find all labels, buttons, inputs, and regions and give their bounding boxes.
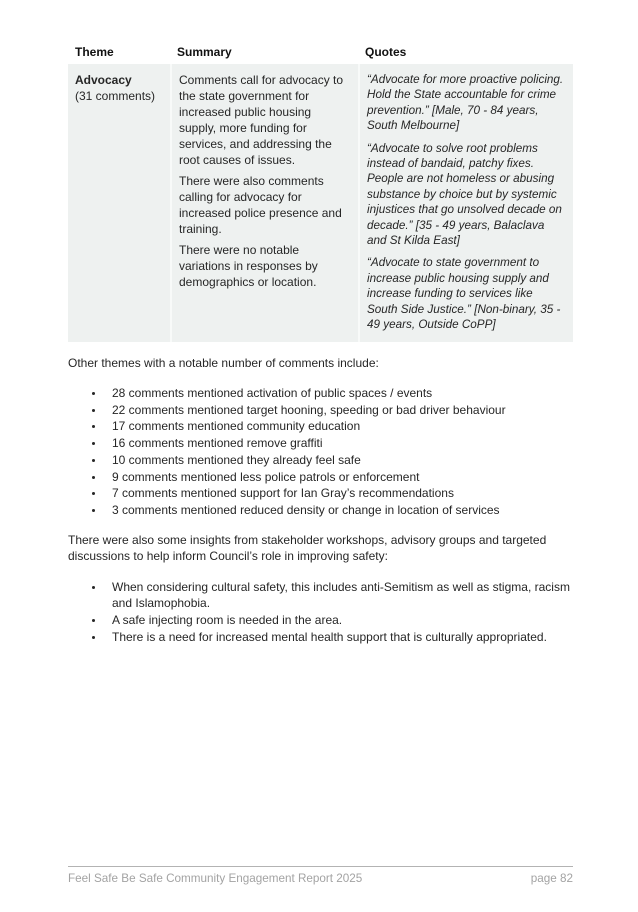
list-item: • 17 comments mentioned community education — [105, 418, 573, 435]
table-row-advocacy — [68, 64, 573, 342]
quote: “Advocate to solve root problems instead of bandaid, patchy fixes. People are not homeless or abusing substance by choice but by systemic injustices that go unsolved decade on decade.” [35 - 49 years, Balaclava and St Kilda East] — [367, 141, 562, 248]
list-item: • 7 comments mentioned support for Ian Gray’s recommendations — [105, 485, 573, 502]
list-item: • A safe injecting room is needed in the area. — [105, 612, 573, 629]
other-themes-list — [68, 385, 573, 519]
list-item: • 9 comments mentioned less police patrols or enforcement — [105, 469, 573, 486]
list-item: • 16 comments mentioned remove graffiti — [105, 435, 573, 452]
themes-table — [68, 44, 573, 342]
list-item: • There is a need for increased mental health support that is culturally appropriated. — [105, 629, 573, 646]
page-footer — [68, 866, 573, 885]
page-content — [68, 44, 573, 654]
list-item: • 28 comments mentioned activation of public spaces / events — [105, 385, 573, 402]
theme-name: Advocacy — [75, 73, 132, 87]
quote: “Advocate to state government to increase public housing supply and increase funding to services like South Side Justice.” [Non-binary, 35 - 49 years, Outside CoPP] — [367, 256, 561, 332]
summary-cell — [170, 64, 358, 342]
insights-intro: There were also some insights from stakeholder workshops, advisory groups and targeted discussions to help inform Council’s role in improving safety: — [68, 532, 547, 564]
quote: “Advocate for more proactive policing. Hold the State accountable for crime prevention.” [Male, 70 - 84 years, South Melbourne] — [367, 73, 564, 133]
column-header-theme: Theme — [75, 45, 114, 59]
summary-paragraph: There were also comments calling for advocacy for increased police presence and training. — [179, 174, 342, 236]
theme-comment-count: (31 comments) — [75, 89, 156, 103]
summary-paragraph: Comments call for advocacy to the state government for increased public housing supply, more funding for services, and addressing the root causes of issues. — [179, 73, 344, 167]
list-item: • When considering cultural safety, this includes anti-Semitism as well as stigma, racism and Islamophobia. — [105, 579, 573, 612]
insights-list — [68, 579, 573, 646]
list-item: • 3 comments mentioned reduced density or change in location of services — [105, 502, 573, 519]
footer-report-title: Feel Safe Be Safe Community Engagement Report 2025 — [68, 872, 363, 885]
footer-page-number: page 82 — [530, 872, 573, 885]
list-item: • 22 comments mentioned target hooning, speeding or bad driver behaviour — [105, 402, 573, 419]
column-header-summary: Summary — [177, 45, 232, 59]
summary-paragraph: There were no notable variations in responses by demographics or location. — [179, 243, 318, 289]
column-header-quotes: Quotes — [365, 45, 407, 59]
themes-table-header-row — [68, 44, 573, 64]
other-themes-intro: Other themes with a notable number of comments include: — [68, 355, 379, 370]
theme-cell — [68, 64, 170, 342]
list-item: • 10 comments mentioned they already feel safe — [105, 452, 573, 469]
quotes-cell — [358, 64, 573, 342]
